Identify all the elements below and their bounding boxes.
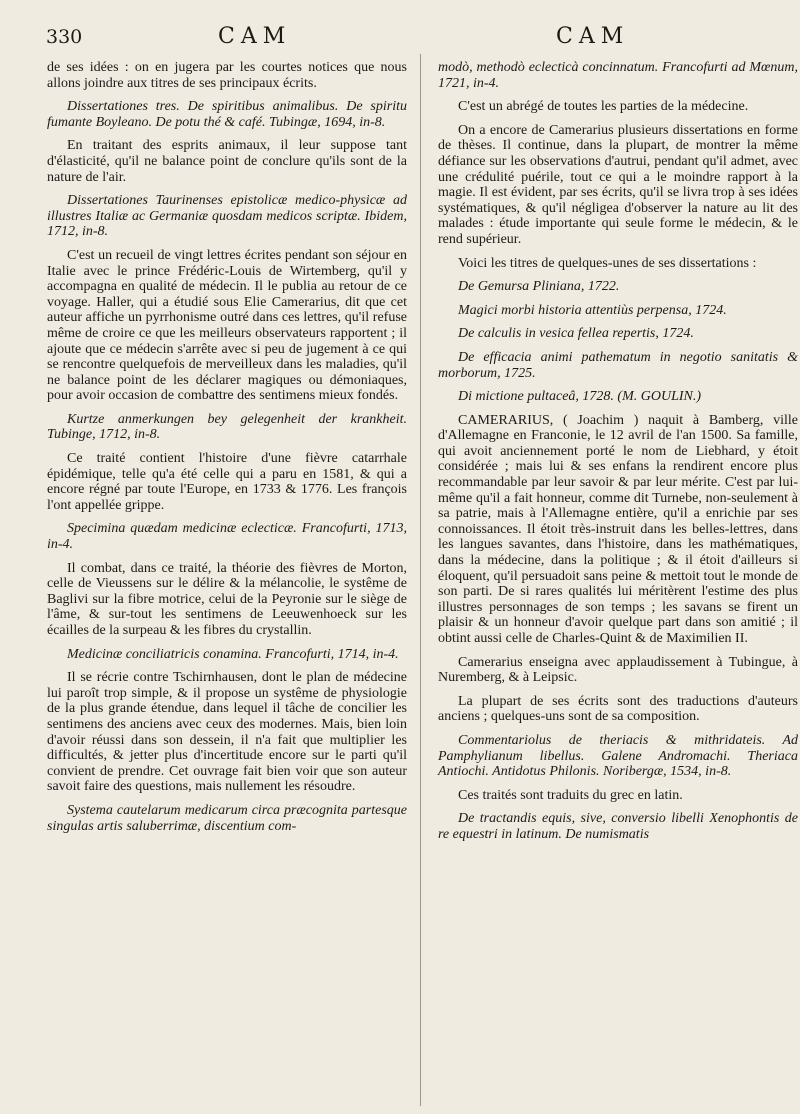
- work-title: De calculis in vesica fellea repertis, 1724.: [458, 326, 694, 342]
- work-title: Magici morbi historia attentiùs perpensa, 1724.: [458, 302, 727, 318]
- work-title: De Gemursa Pliniana, 1722.: [458, 279, 620, 295]
- work-title: Medicinæ conciliatricis conamina. Francofurti, 1714, in-4.: [67, 646, 399, 662]
- entry-paragraph: CAMERARIUS, ( Joachim ) naquit à Bamberg, ville d'Allemagne en Franconie, le 12 avril de l'an 1500. Sa famille, qui avoit anciennement porté le nom de Liebhard, y étoit considérée ; mais lui & ses enfans la rendirent encore plus recommandable par leur savoir & par leur mérite. C'est par lui-même qu'il a fait honneur, comme dit Turnebe, non-seulement à sa patrie, mais à l'Allemagne entière, qu'il a enrichie par ses connoissances. Il étoit très-instruit dans les belles-lettres, dans les langues savantes, dans l'histoire, dans les mathématiques, dans la médecine, dans la politique ; & il étoit d'ailleurs si éloquent, qu'il persuadoit sans peine & mettoit tout le monde de son parti. De si rares qualités lui méritèrent l'estime des plus illustres personnages de son temps ; les savans se firent un plaisir & un honneur d'avoir quelque part dans son amitié ; il obtint aussi celle de Charles-Quint & de Maximilien II.: [438, 412, 798, 646]
- left-column: [47, 60, 407, 842]
- work-title-continued: modò, methodò eclecticà concinnatum. Francofurti ad Mœnum, 1721, in-4.: [438, 60, 798, 91]
- work-title: Dissertationes tres. De spiritibus animalibus. De spiritu fumante Boyleano. De potu thé & café. Tubingæ, 1694, in-8.: [47, 99, 407, 130]
- work-title: Systema cautelarum medicarum circa præcognita partesque singulas artis saluberrimæ, discentium com-: [47, 802, 407, 834]
- paragraph: C'est un recueil de vingt lettres écrites pendant son séjour en Italie avec le prince Frédéric-Louis de Wirtemberg, qu'il y accompagna en qualité de médecin. Il le publia au retour de ce voyage. Haller, qui a étudié sous Elie Camerarius, dit que cet auteur affiche un pyrrhonisme outré dans ces lettres, qu'il refuse même de croire ce que les meilleurs observateurs rapportent ; il ajoute que ce médecin s'arrête avec si peu de jugement à ce qui se rencontre quelquefois de merveilleux dans les maladies, qu'il ne balance point de les déclarer magiques ou démoniaques, pour avoir occasion de combattre des sentimens mieux fondés.: [47, 247, 407, 404]
- work-title: Specimina quædam medicinæ eclecticæ. Francofurti, 1713, in-4.: [47, 521, 407, 553]
- paragraph: On a encore de Camerarius plusieurs dissertations en forme de thèses. Il continue, dans la plupart, de montrer la même défiance sur les observations d'autrui, pendant qu'il admet, avec une crédulité puérile, tout ce qui a le moindre rapport à la magie. Il est évident, par ses écrits, qu'il se livra trop à ses idées systématiques, & qu'il négligea d'observer la nature au lit des malades : étude importante qui seule forme le médecin, & le rend supérieur.: [438, 122, 798, 247]
- work-title: Dissertationes Taurinenses epistolicæ medico-physicæ ad illustres Italiæ ac Germaniæ quosdam medicos scriptæ. Ibidem, 1712, in-8.: [47, 193, 407, 240]
- page-number: 330: [46, 26, 83, 48]
- work-title: De efficacia animi pathematum in negotio sanitatis & morborum, 1725.: [438, 349, 798, 381]
- running-head-left: CAM: [218, 24, 292, 49]
- paragraph: C'est un abrégé de toutes les parties de la médecine.: [458, 99, 749, 115]
- running-head-right: CAM: [556, 24, 630, 49]
- paragraph: Ce traité contient l'histoire d'une fièvre catarrhale épidémique, telle qu'a été celle qui a paru en 1581, & qui a encore régné par toute l'Europe, en 1733 & 1776. Les françois l'ont appellée grippe.: [47, 451, 407, 513]
- work-title: De tractandis equis, sive, conversio libelli Xenophontis de re equestri in latinum. De numismatis: [438, 811, 798, 842]
- column-divider: [420, 54, 421, 1106]
- work-title: Di mictione pultaceâ, 1728. (M. GOULIN.): [458, 389, 702, 405]
- paragraph: de ses idées : on en jugera par les courtes notices que nous allons joindre aux titres de ses principaux écrits.: [47, 60, 407, 91]
- paragraph: Il combat, dans ce traité, la théorie des fièvres de Morton, celle de Vieussens sur le délire & la mélancolie, le systême de Baglivi sur la fibre motrice, celui de la Peyronie sur le siège de l'âme, & sur-tout les sentimens de Leeuwenhoeck sur les écailles de la surpeau & les fibres du crystallin.: [47, 560, 407, 638]
- paragraph: Ces traités sont traduits du grec en latin.: [458, 787, 683, 803]
- work-title: Kurtze anmerkungen bey gelegenheit der krankheit. Tubinge, 1712, in-8.: [47, 411, 407, 443]
- paragraph: Voici les titres de quelques-unes de ses dissertations :: [458, 255, 757, 271]
- paragraph: Il se récrie contre Tschirnhausen, dont le plan de médecine lui paroît trop simple, & il propose un systême de physiologie de la plus grande étendue, dans lequel il tâche de concilier les sentimens des anciens avec ceux des modernes. Mais, bien loin d'avoir réussi dans son dessein, il n'a fait que multiplier les difficultés, & jetter plus d'incertitude encore sur le parti qu'il convient de prendre. Cet ouvrage fait bien voir que son auteur savoit faire des questions, mais nullement les résoudre.: [47, 670, 407, 795]
- work-title: Commentariolus de theriacis & mithridateis. Ad Pamphylianum libellus. Galene Andromachi. Theriaca Antiochi. Antidotus Philonis. Noribergæ, 1534, in-8.: [438, 732, 798, 780]
- paragraph: Camerarius enseigna avec applaudissement à Tubingue, à Nuremberg, & à Leipsic.: [438, 654, 798, 686]
- paragraph: En traitant des esprits animaux, il leur suppose tant d'élasticité, qu'il ne balance point de conclure qu'ils sont de la nature de l'air.: [47, 138, 407, 185]
- page-header: [0, 18, 800, 54]
- right-column: [438, 60, 798, 851]
- paragraph: La plupart de ses écrits sont des traductions d'auteurs anciens ; quelques-uns sont de sa composition.: [438, 693, 798, 725]
